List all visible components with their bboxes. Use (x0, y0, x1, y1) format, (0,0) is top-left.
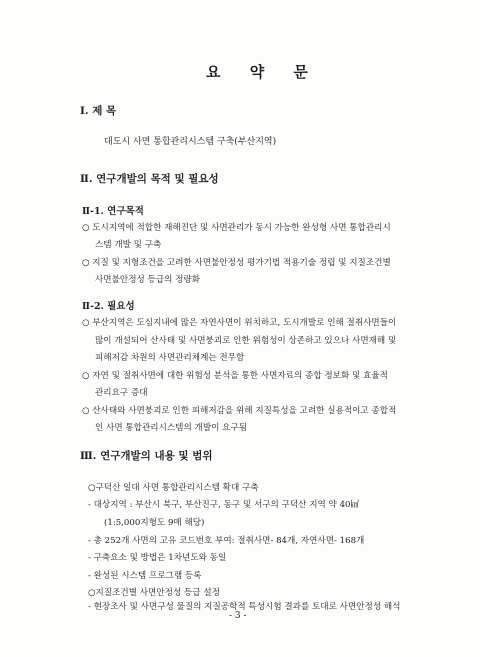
purpose-line: 스템 개발 및 구축 (95, 240, 162, 250)
scope-line: - 총 252개 사면의 고유 코드번호 부여: 절취사면- 84개, 자연사면- 168개 (88, 536, 365, 546)
scope-line: - 현장조사 및 사면구성 물질의 지질공학적 특성시험 결과를 토대로 사면안정성 해석 (88, 602, 401, 612)
necessity-line: ○ 부산지역은 도심지내에 많은 자연사면이 위치하고, 도시개발로 인해 절취사면들이 (82, 318, 397, 328)
necessity-line: ○ 자연 및 절취사면에 대한 위험성 분석을 통한 사면자료의 종합 정보화 및 효율적 (82, 371, 388, 381)
necessity-line: 피해저감 차원의 사면관리체계는 전무함 (95, 353, 245, 363)
scope-line: - 대상지역 : 부산시 북구, 부산진구, 동구 및 서구의 구덕산 지역 약 40㎢ (88, 500, 360, 510)
subsection-heading-purpose: Ⅱ-1. 연구목적 (82, 206, 144, 217)
page-title: 요 약 문 (206, 63, 320, 81)
scope-line: ○구덕산 일대 사면 통합관리시스템 확대 구축 (88, 483, 259, 493)
purpose-line: ○ 도시지역에 적합한 재해진단 및 사면관리가 동시 가능한 완성형 사면 통합관리시 (82, 223, 391, 233)
report-subject: 대도시 사면 통합관리시스템 구축(부산지역) (104, 137, 277, 147)
purpose-line: ○ 지질 및 지형조건을 고려한 사면불안정성 평가기법 적용기술 정립 및 지질조건별 (82, 258, 391, 268)
page-number: - 3 - (229, 611, 247, 621)
purpose-line: 사면불안정성 등급의 정량화 (95, 275, 201, 285)
scope-line: - 완성된 시스템 프로그램 등록 (88, 571, 202, 581)
necessity-line: 관리요구 증대 (95, 388, 148, 398)
section-heading-1: Ⅰ. 제 목 (80, 105, 117, 117)
necessity-line: 인 사면 통합관리시스템의 개발이 요구됨 (95, 423, 248, 433)
scope-line: - 구축요소 및 방법은 1차년도와 동일 (88, 553, 227, 563)
scope-line: ○지질조건별 사면안정성 등급 설정 (88, 588, 220, 598)
necessity-line: ○ 산사태와 사면붕괴로 인한 피해저감을 위해 지질특성을 고려한 실용적이고 종합적 (82, 406, 397, 416)
subsection-heading-necessity: Ⅱ-2. 필요성 (82, 301, 135, 312)
section-heading-2: Ⅱ. 연구개발의 목적 및 필요성 (80, 173, 219, 185)
section-heading-3: Ⅲ. 연구개발의 내용 및 범위 (80, 450, 213, 462)
scope-line: (1:5,000지형도 9매 해당) (104, 518, 205, 528)
necessity-line: 많이 개설되어 산사태 및 사면붕괴로 인한 위험성이 상존하고 있으나 사면재해 및 (95, 336, 397, 346)
